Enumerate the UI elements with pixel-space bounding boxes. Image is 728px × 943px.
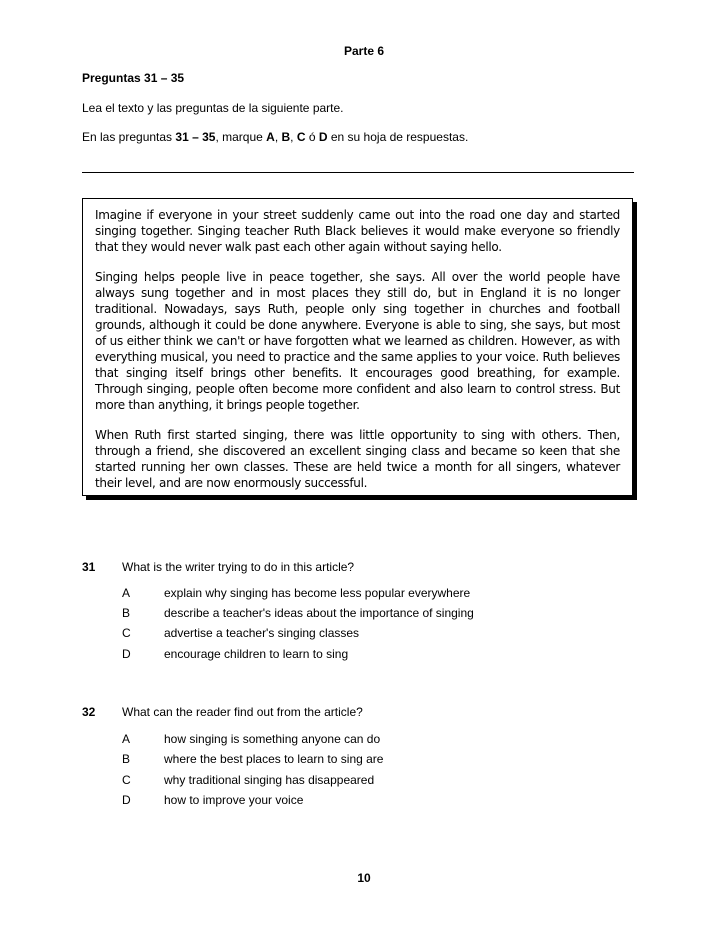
question-31-option-b-letter[interactable]: B (122, 606, 131, 620)
article-paragraph-2: Singing helps people live in peace together, she says. All over the world people have always sung together and in most places they still do, but in England it is no longer traditional. Nowadays, says Ruth, people only sing together in churches and football grounds, although it could be done anywhere. Everyone is able to sing, she says, but most of us either think we can't or have forgotten what we learned as children. However, as with everything musical, you need to practice and the same applies to your voice. Ruth believes that singing itself brings other benefits. It encourages good breathing, for example. Through singing, people often become more confident and also learn to control stress. But more than anything, it brings people together. (95, 270, 620, 412)
question-31-option-c-text: advertise a teacher's singing classes (164, 626, 360, 640)
question-32-option-b-letter[interactable]: B (122, 752, 131, 766)
question-31-option-a-letter[interactable]: A (122, 586, 131, 600)
article-box (82, 198, 633, 496)
letter-d: D (318, 130, 328, 144)
separator-1: , (274, 130, 282, 144)
page-number: 10 (357, 871, 371, 885)
question-31-option-b-text: describe a teacher's ideas about the importance of singing (164, 606, 474, 620)
letter-a: A (266, 130, 275, 144)
letter-c: C (296, 130, 306, 144)
question-31-option-c-letter[interactable]: C (122, 626, 131, 640)
article-paragraph-1: Imagine if everyone in your street suddenly came out into the road one day and started singing together. Singing teacher Ruth Black believes it would make everyone so friendly that they would never walk past each other again without saying hello. (95, 208, 620, 254)
part-title: Parte 6 (343, 44, 385, 58)
instruction-prefix: En las preguntas (82, 130, 176, 144)
article-paragraph-3: When Ruth first started singing, there was little opportunity to sing with others. Then, through a friend, she discovered an excellent singing class and became so keen that she started running her own classes. These are held twice a month for all singers, whatever their level, and are now enormously successful. (95, 428, 620, 490)
letter-b: B (281, 130, 291, 144)
instruction-line-1: Lea el texto y las preguntas de la siguiente parte. (82, 101, 344, 115)
instruction-line-2 (82, 130, 468, 144)
question-31-option-d-letter[interactable]: D (122, 647, 131, 661)
question-32-number: 32 (82, 705, 96, 719)
question-32-option-a-text: how singing is something anyone can do (164, 732, 381, 746)
question-range-heading: Preguntas 31 – 35 (82, 71, 185, 85)
question-31-option-d-text: encourage children to learn to sing (164, 647, 349, 661)
question-32-text: What can the reader find out from the article? (122, 705, 363, 719)
question-32-option-c-text: why traditional singing has disappeared (164, 773, 375, 787)
question-32-option-b-text: where the best places to learn to sing are (164, 752, 384, 766)
instruction-range: 31 – 35 (175, 130, 216, 144)
question-32-option-a-letter[interactable]: A (122, 732, 131, 746)
question-32-option-c-letter[interactable]: C (122, 773, 131, 787)
instruction-mid: , marque (215, 130, 267, 144)
question-32-option-d-letter[interactable]: D (122, 793, 131, 807)
question-31-option-a-text: explain why singing has become less popular everywhere (164, 586, 471, 600)
separator-3: ó (305, 130, 319, 144)
question-31-text: What is the writer trying to do in this article? (122, 560, 355, 574)
instruction-suffix: en su hoja de respuestas. (327, 130, 469, 144)
question-32-option-d-text: how to improve your voice (164, 793, 304, 807)
question-31-number: 31 (82, 560, 96, 574)
separator-2: , (290, 130, 297, 144)
divider-line (82, 172, 634, 173)
